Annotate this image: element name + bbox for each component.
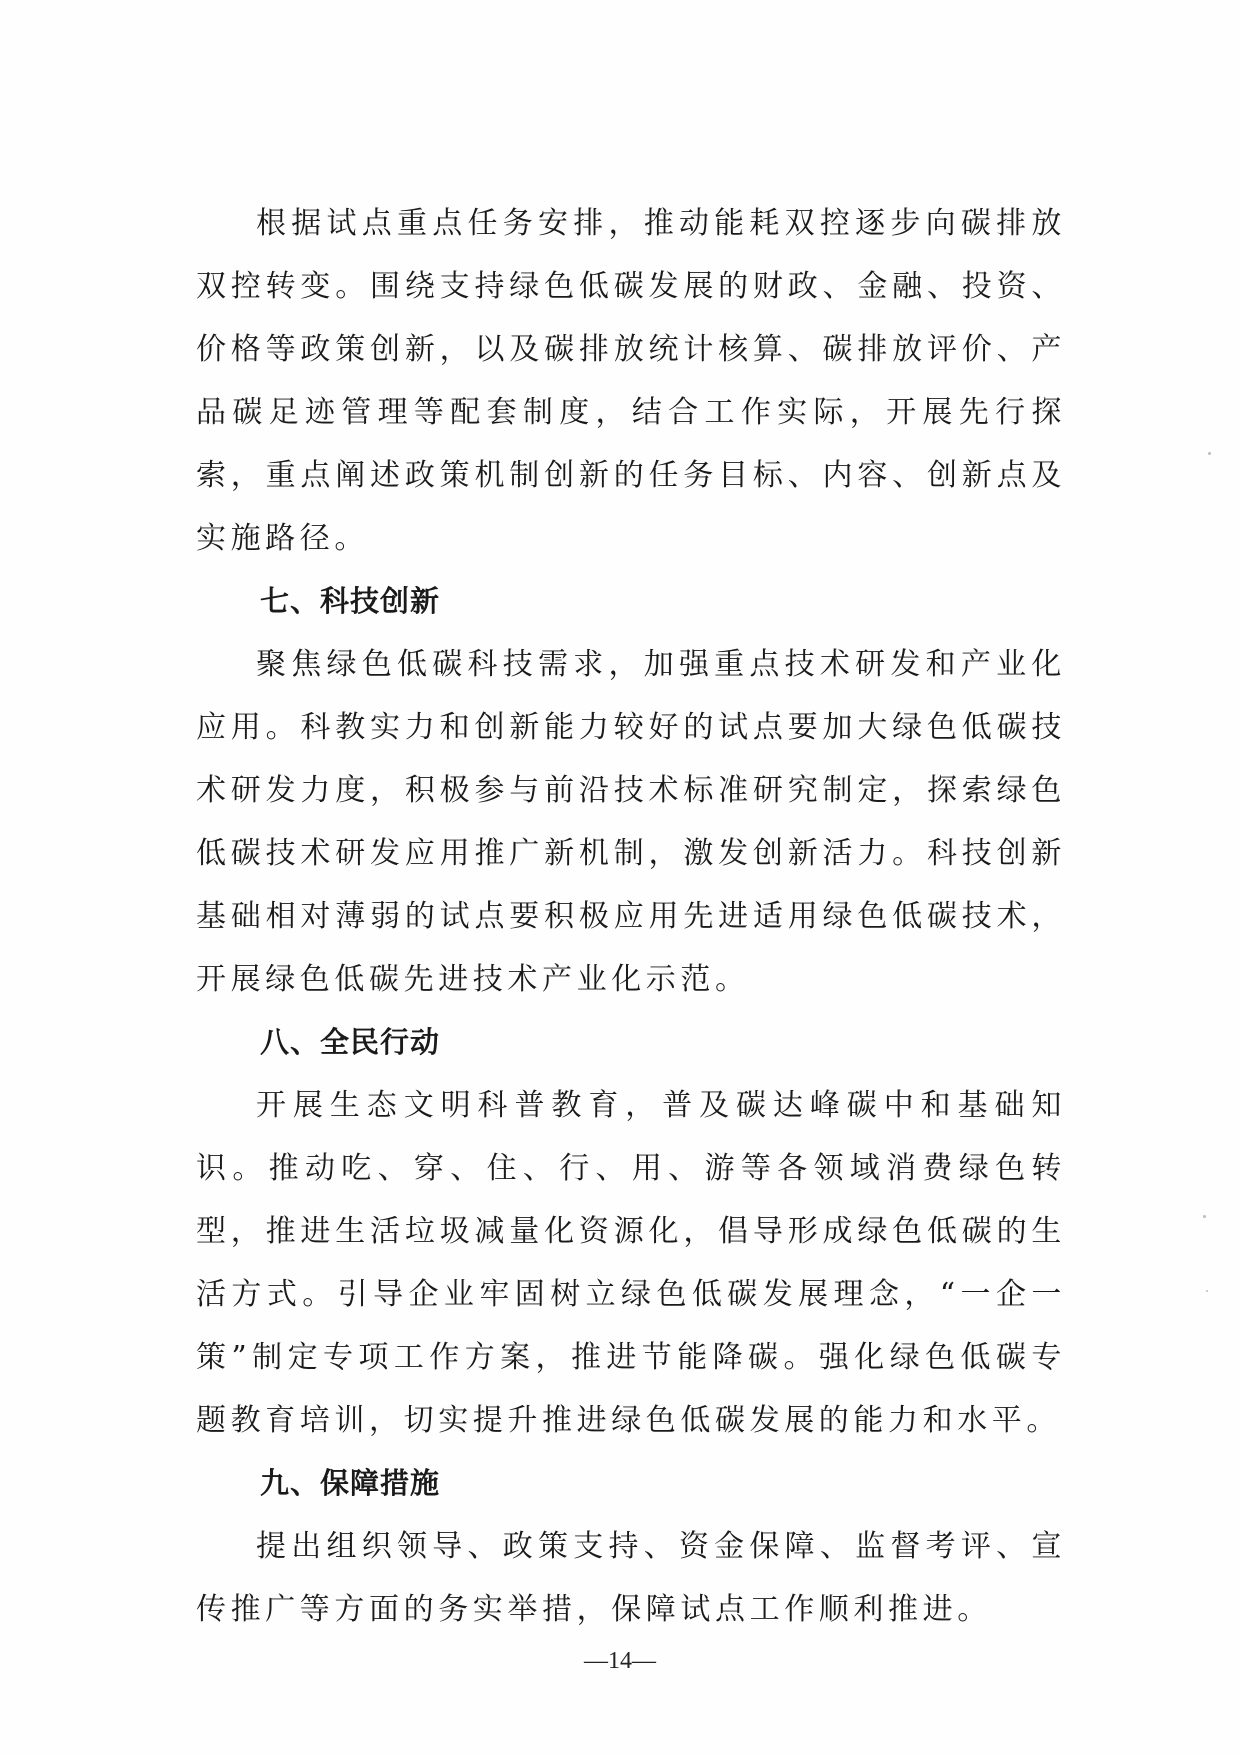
section-heading-safeguards: 九、保障措施	[260, 1466, 441, 1500]
paragraph-tech-innovation: 聚焦绿色低碳科技需求，加强重点技术研发和产业化应用。科教实力和创新能力较好的试点要加大绿色低碳技术研发力度，积极参与前沿技术标准研究制定，探索绿色低碳技术研发应用推广新机制，激发创新活力。科技创新基础相对薄弱的试点要积极应用先进适用绿色低碳技术，开展绿色低碳先进技术产业化示范。	[196, 647, 1066, 997]
scan-speck	[1206, 1290, 1208, 1292]
paragraph-policy-innovation: 根据试点重点任务安排，推动能耗双控逐步向碳排放双控转变。围绕支持绿色低碳发展的财政、金融、投资、价格等政策创新，以及碳排放统计核算、碳排放评价、产品碳足迹管理等配套制度，结合工作实际，开展先行探索，重点阐述政策机制创新的任务目标、内容、创新点及实施路径。	[196, 206, 1066, 556]
document-body	[196, 192, 1066, 1641]
paragraph-safeguards: 提出组织领导、政策支持、资金保障、监督考评、宣传推广等方面的务实举措，保障试点工作顺利推进。	[196, 1529, 1066, 1627]
scan-speck	[1203, 1215, 1206, 1218]
section-heading-tech-innovation: 七、科技创新	[260, 584, 441, 618]
page-number: —14—	[584, 1648, 656, 1674]
section-heading-public-action: 八、全民行动	[260, 1025, 441, 1059]
scan-speck	[1208, 452, 1211, 455]
paragraph-public-action: 开展生态文明科普教育，普及碳达峰碳中和基础知识。推动吃、穿、住、行、用、游等各领域消费绿色转型，推进生活垃圾减量化资源化，倡导形成绿色低碳的生活方式。引导企业牢固树立绿色低碳发展理念，“一企一策”制定专项工作方案，推进节能降碳。强化绿色低碳专题教育培训，切实提升推进绿色低碳发展的能力和水平。	[196, 1088, 1066, 1438]
